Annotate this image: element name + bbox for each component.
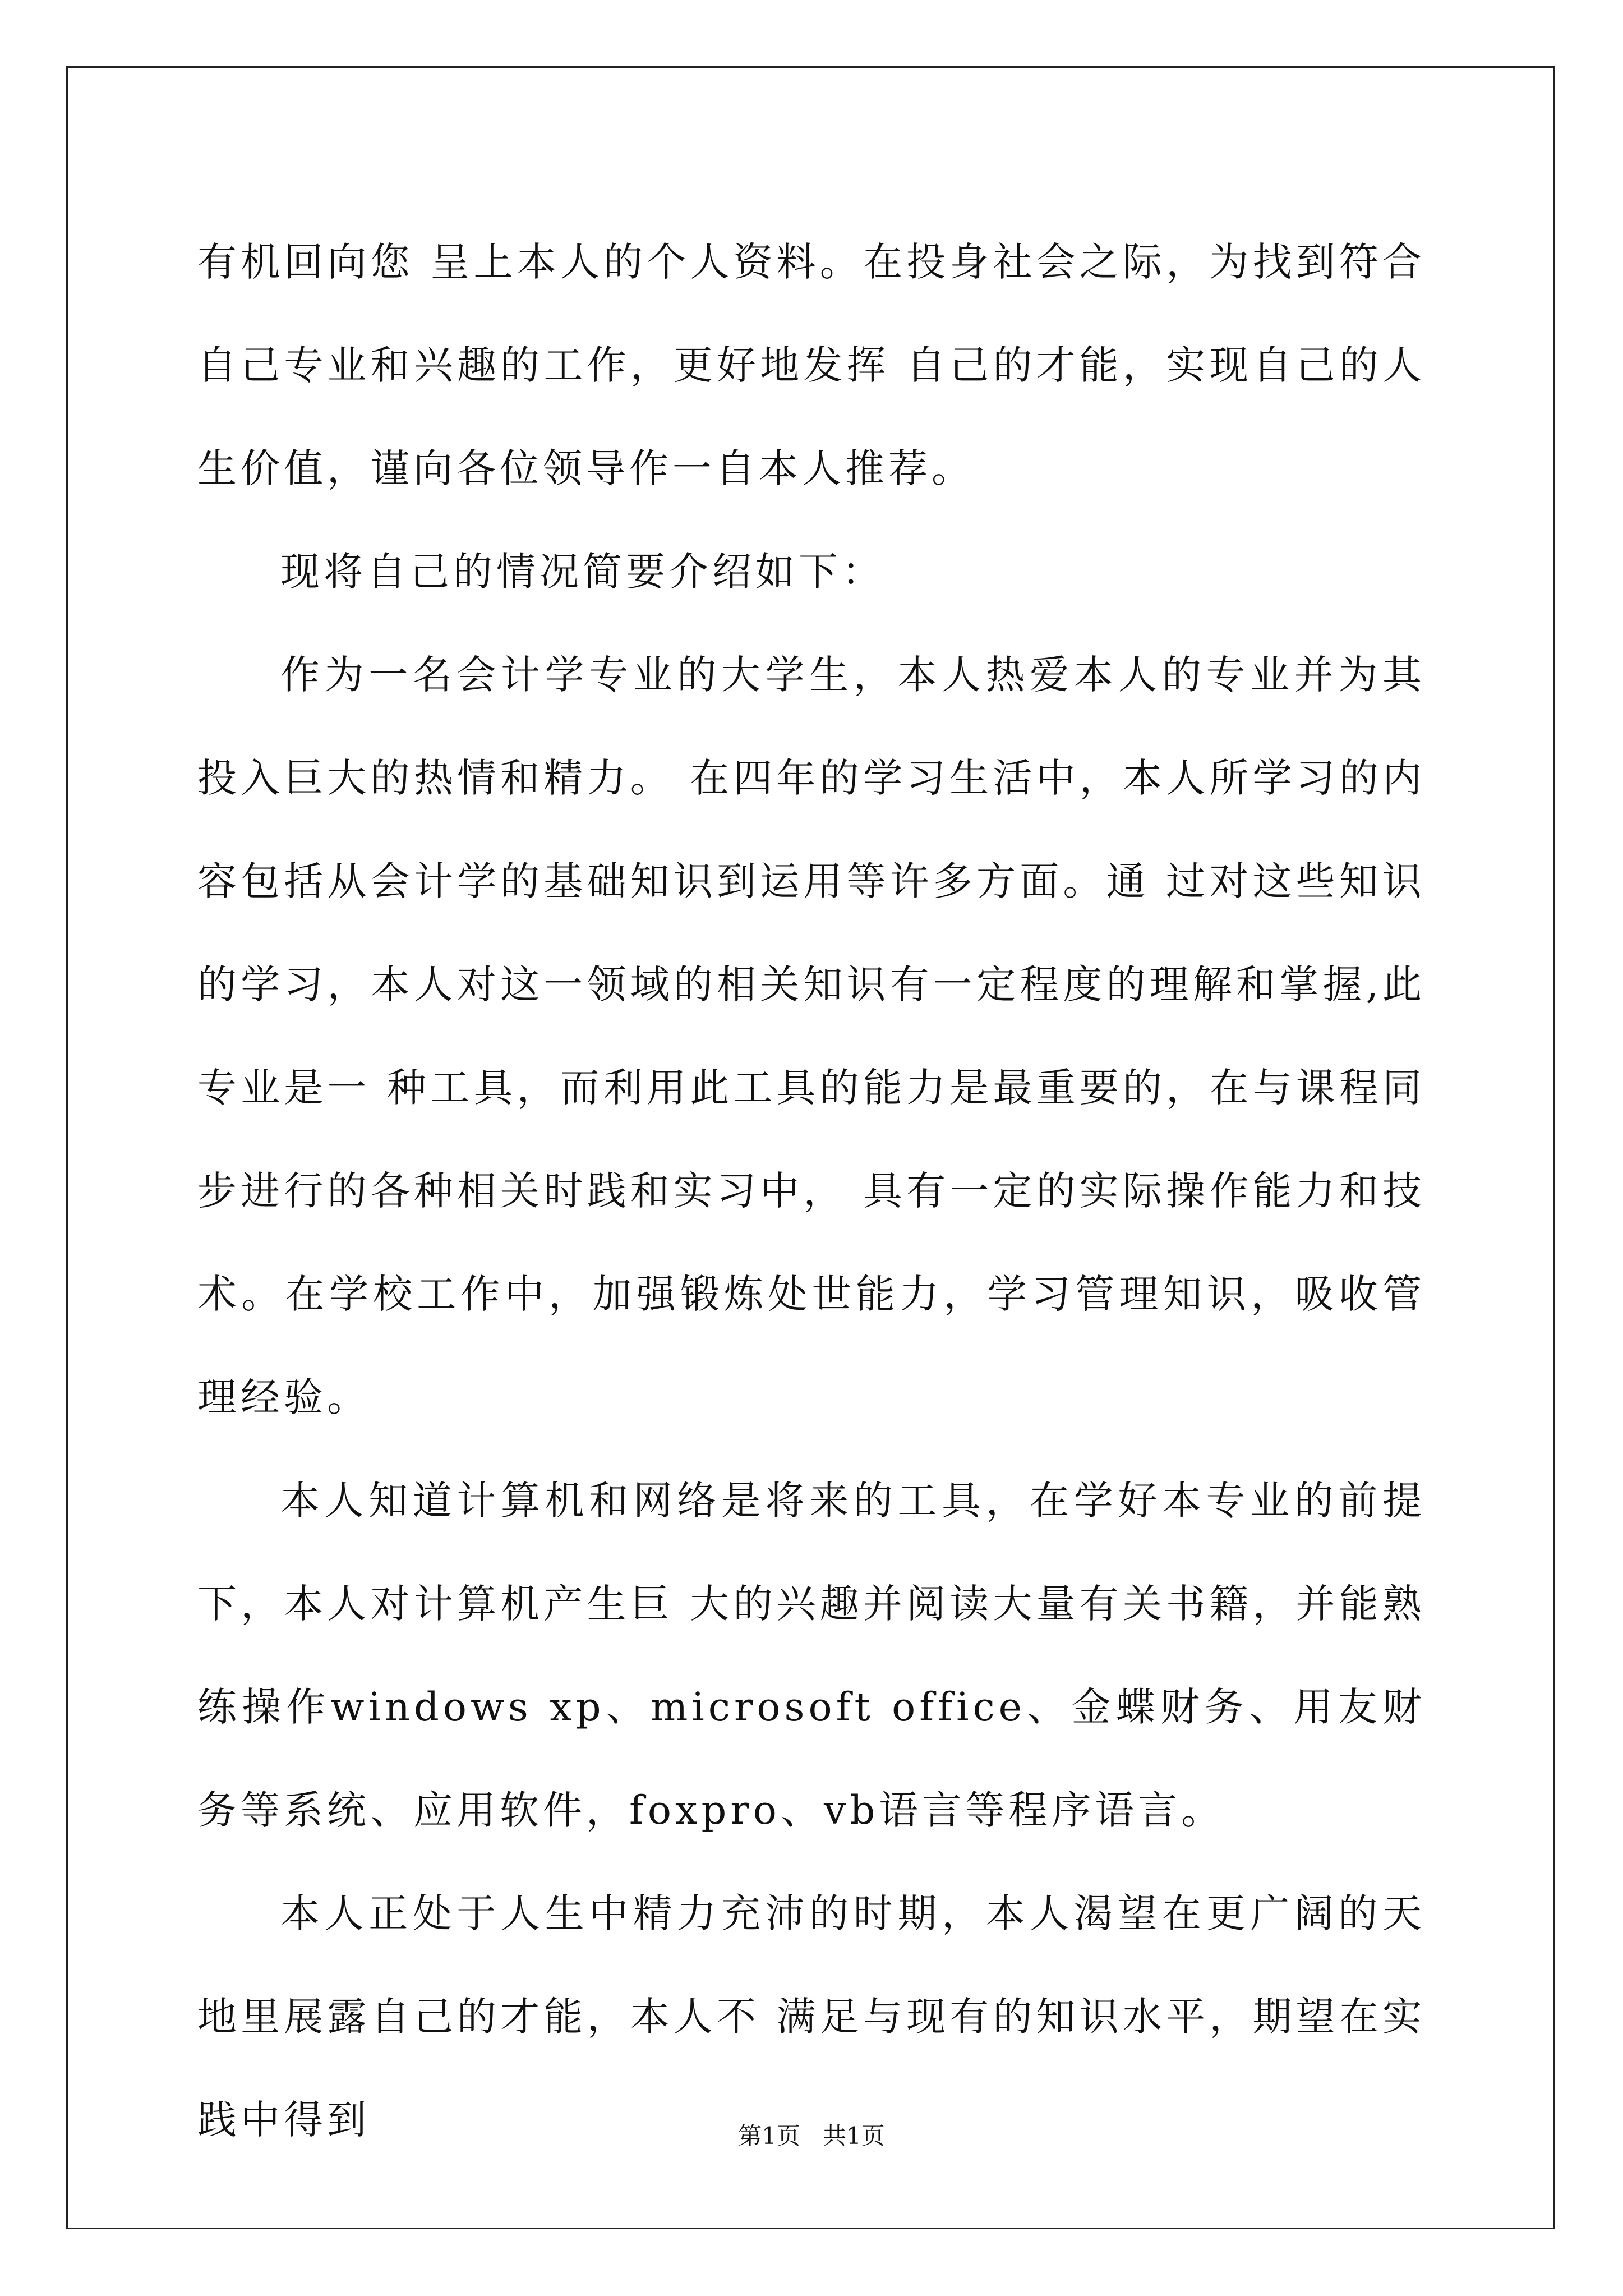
paragraph-overview: 现将自己的情况简要介绍如下： [280,549,885,595]
paragraph-aspiration: 本人正处于人生中精力充沛的时期，本人渴望在更广阔的天地里展露自己的才能，本人不 满足与现有的知识水平，期望在实践中得到 [197,1890,1426,2143]
paragraph-major: 作为一名会计学专业的大学生，本人热爱本人的专业并为其投入巨大的热情和精力。 在四年的学习生活中，本人所学习的内容包括从会计学的基础知识到运用等许多方面。通 过对这些知识的学习，本人对这一领域的相关知识有一定程度的理解和掌握,此专业是一 种工具，而利用此工具的能力是最重要的，在与课程同步进行的各种相关时践和实习中， 具有一定的实际操作能力和技术。在学校工作中，加强锻炼处世能力，学习管理知识，吸收管理经验。 [197,652,1426,1420]
paragraph-intro: 有机回向您 呈上本人的个人资料。在投身社会之际，为找到符合自己专业和兴趣的工作，更好地发挥 自己的才能，实现自己的人生价值，谨向各位领导作一自本人推荐。 [197,239,1426,491]
document-body [197,210,1426,2171]
paragraph-computer-skills: 本人知道计算机和网络是将来的工具，在学好本专业的前提下，本人对计算机产生巨 大的兴趣并阅读大量有关书籍，并能熟练操作windows xp、microsoft office、金蝶财务、用友财务等系统、应用软件，foxpro、vb语言等程序语言。 [197,1478,1426,1833]
page-footer: 第1页 共1页 [738,2122,885,2150]
